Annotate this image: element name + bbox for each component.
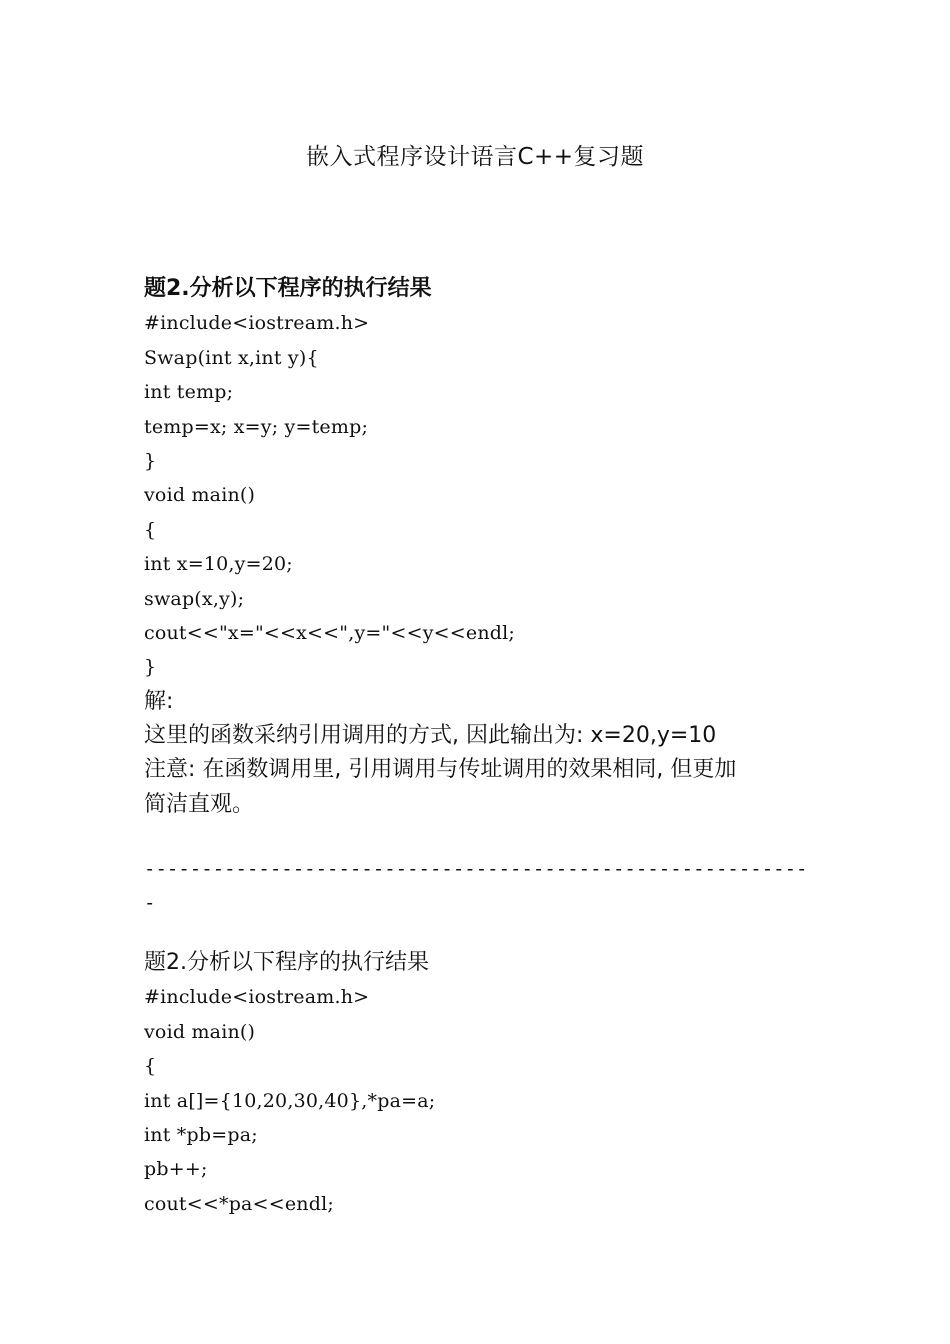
question-1-heading: 题2.分析以下程序的执行结果 xyxy=(144,276,432,301)
solution-text: 注意: 在函数调用里, 引用调用与传址调用的效果相同, 但更加 xyxy=(144,757,737,783)
code-line: #include<iostream.h> xyxy=(144,312,370,335)
code-line: cout<<"x="<<x<<",y="<<y<<endl; xyxy=(144,621,516,644)
code-line: pb++; xyxy=(144,1158,208,1181)
code-line: cout<<*pa<<endl; xyxy=(144,1192,334,1215)
code-line: temp=x; x=y; y=temp; xyxy=(144,415,369,438)
separator-line: ---------------------------------------------------------- xyxy=(144,858,808,880)
question-1 xyxy=(144,272,824,822)
code-line: int *pb=pa; xyxy=(144,1123,258,1146)
code-line: void main() xyxy=(144,1020,256,1043)
code-line: #include<iostream.h> xyxy=(144,986,370,1009)
solution-label: 解: xyxy=(144,688,174,714)
code-line: } xyxy=(144,656,157,679)
solution-text: 简洁直观。 xyxy=(144,791,255,817)
code-line: int x=10,y=20; xyxy=(144,553,293,576)
question-2 xyxy=(144,946,824,1221)
solution-text: 这里的函数采纳引用调用的方式, 因此输出为: x=20,y=10 xyxy=(144,723,717,749)
document-title: 嵌入式程序设计语言C++复习题 xyxy=(305,144,645,170)
code-line: int a[]={10,20,30,40},*pa=a; xyxy=(144,1089,436,1112)
code-line: int temp; xyxy=(144,381,234,404)
question-2-heading: 题2.分析以下程序的执行结果 xyxy=(144,950,429,975)
code-line: void main() xyxy=(144,484,256,507)
code-line: { xyxy=(144,1055,157,1078)
code-line: { xyxy=(144,518,157,541)
code-line: Swap(int x,int y){ xyxy=(144,346,319,369)
separator-line-tail: - xyxy=(144,892,156,914)
code-line: swap(x,y); xyxy=(144,587,245,610)
code-line: } xyxy=(144,449,157,472)
